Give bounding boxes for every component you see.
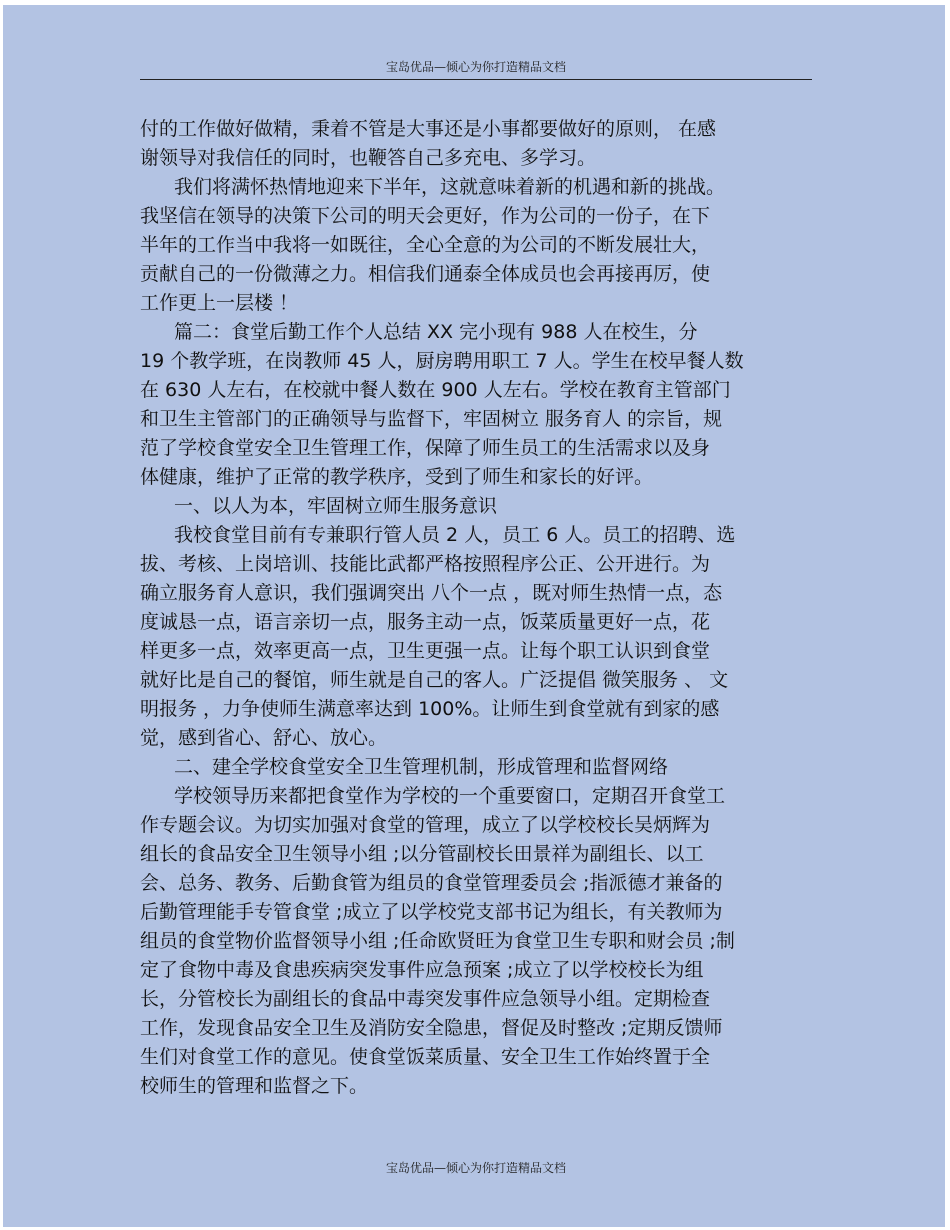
document-body xyxy=(140,115,820,1101)
page-header xyxy=(140,5,812,80)
text-line: 明报务 ，力争使师生满意率达到 100%。让师生到食堂就有到家的感 xyxy=(140,698,720,720)
text-line: 篇二：食堂后勤工作个人总结 XX 完小现有 988 人在校生，分 xyxy=(174,321,698,343)
text-line: 谢领导对我信任的同时，也鞭答自己多充电、多学习。 xyxy=(140,147,597,169)
text-line: 半年的工作当中我将一如既往，全心全意的为公司的不断发展壮大， xyxy=(140,234,711,256)
text-line: 贡献自己的一份微薄之力。相信我们通泰全体成员也会再接再厉，使 xyxy=(140,263,711,285)
text-line: 生们对食堂工作的意见。使食堂饭菜质量、安全卫生工作始终置于全 xyxy=(140,1046,711,1068)
header-text: 宝岛优品—倾心为你打造精品文档 xyxy=(385,60,566,74)
text-line: 一、以人为本，牢固树立师生服务意识 xyxy=(174,495,498,517)
text-line: 定了食物中毒及食患疾病突发事件应急预案 ;成立了以学校校长为组 xyxy=(140,959,704,981)
text-line: 体健康，维护了正常的教学秩序，受到了师生和家长的好评。 xyxy=(140,466,654,488)
text-line: 组员的食堂物价监督领导小组 ;任命欧贤旺为食堂卫生专职和财会员 ;制 xyxy=(140,930,735,952)
text-line: 二、建全学校食堂安全卫生管理机制，形成管理和监督网络 xyxy=(174,756,669,778)
text-line: 会、总务、教务、后勤食管为组员的食堂管理委员会 ;指派德才兼备的 xyxy=(140,872,723,894)
text-line: 我坚信在领导的决策下公司的明天会更好，作为公司的一份子，在下 xyxy=(140,205,711,227)
text-line: 学校领导历来都把食堂作为学校的一个重要窗口，定期召开食堂工 xyxy=(174,785,726,807)
text-line: 付的工作做好做精，秉着不管是大事还是小事都要做好的原则， 在感 xyxy=(140,118,717,140)
text-line: 19 个教学班，在岗教师 45 人，厨房聘用职工 7 人。学生在校早餐人数 xyxy=(140,350,744,372)
text-line: 作专题会议。为切实加强对食堂的管理，成立了以学校校长吴炳辉为 xyxy=(140,814,711,836)
text-line: 度诚恳一点，语言亲切一点，服务主动一点，饭菜质量更好一点，花 xyxy=(140,611,711,633)
text-line: 工作更上一层楼 ！ xyxy=(140,292,299,314)
document-page xyxy=(3,5,945,1227)
text-line: 我校食堂目前有专兼职行管人员 2 人，员工 6 人。员工的招聘、选 xyxy=(174,524,736,546)
text-line: 范了学校食堂安全卫生管理工作，保障了师生员工的生活需求以及身 xyxy=(140,437,711,459)
text-line: 拔、考核、上岗培训、技能比武都严格按照程序公正、公开进行。为 xyxy=(140,553,711,575)
text-line: 和卫生主管部门的正确领导与监督下，牢固树立 服务育人 的宗旨，规 xyxy=(140,408,723,430)
text-line: 就好比是自己的餐馆，师生就是自己的客人。广泛提倡 微笑服务 、 文 xyxy=(140,669,729,691)
text-line: 确立服务育人意识，我们强调突出 八个一点 ，既对师生热情一点，态 xyxy=(140,582,723,604)
text-line: 组长的食品安全卫生领导小组 ;以分管副校长田景祥为副组长、以工 xyxy=(140,843,704,865)
text-line: 我们将满怀热情地迎来下半年，这就意味着新的机遇和新的挑战。 xyxy=(174,176,726,198)
text-line: 校师生的管理和监督之下。 xyxy=(140,1075,369,1097)
text-line: 在 630 人左右，在校就中餐人数在 900 人左右。学校在教育主管部门 xyxy=(140,379,731,401)
text-line: 样更多一点，效率更高一点，卫生更强一点。让每个职工认识到食堂 xyxy=(140,640,711,662)
text-line: 工作，发现食品安全卫生及消防安全隐患，督促及时整改 ;定期反馈师 xyxy=(140,1017,723,1039)
text-line: 长，分管校长为副组长的食品中毒突发事件应急领导小组。定期检查 xyxy=(140,988,711,1010)
text-line: 觉，感到省心、舒心、放心。 xyxy=(140,727,388,749)
text-line: 后勤管理能手专管食堂 ;成立了以学校党支部书记为组长，有关教师为 xyxy=(140,901,723,923)
page-footer: 宝岛优品—倾心为你打造精品文档 xyxy=(385,1161,566,1175)
